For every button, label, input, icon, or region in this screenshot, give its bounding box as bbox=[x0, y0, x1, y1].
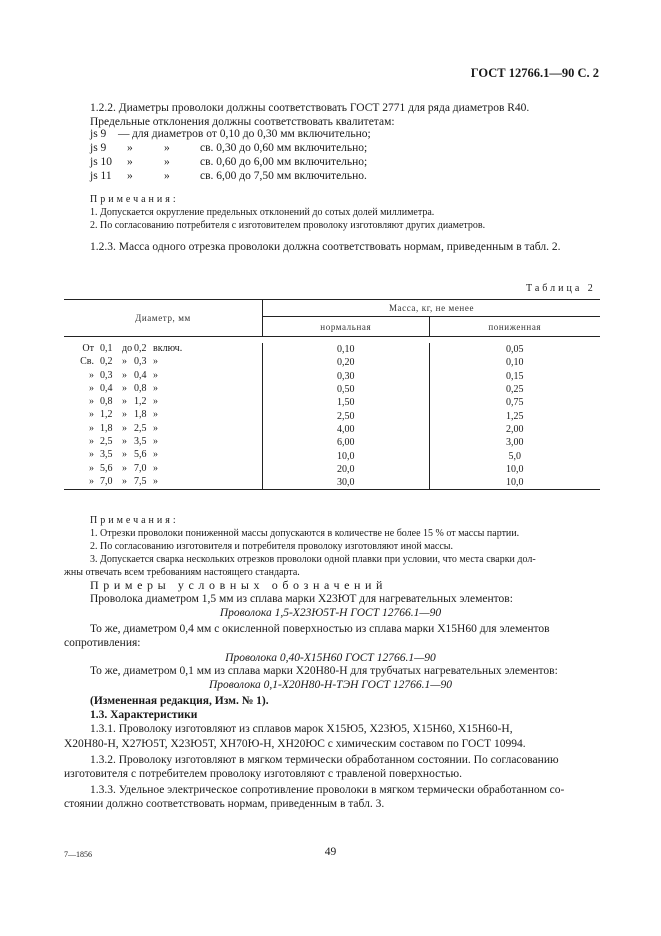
diameter-part: 0,4 bbox=[134, 369, 147, 381]
note-item: 1. Допускается округление предельных отклонений до сотых долей миллиметра. bbox=[90, 207, 435, 218]
clause-1-2-2-line1: 1.2.2. Диаметры проволоки должны соответствовать ГОСТ 2771 для ряда диаметров R40. bbox=[90, 102, 530, 114]
clause-1-3-3-line1: 1.3.3. Удельное электрическое сопротивление проволоки в мягком термически обработанном со- bbox=[90, 784, 565, 796]
diameter-part: 5,6 bbox=[100, 462, 113, 474]
diameter-part: » bbox=[122, 369, 127, 381]
diameter-part: » bbox=[153, 436, 158, 448]
diameter-part: » bbox=[122, 409, 127, 421]
page-number: 49 bbox=[324, 846, 337, 858]
diameter-part: От bbox=[82, 343, 94, 354]
examples-title: Примеры условных обозначений bbox=[90, 578, 388, 592]
diameter-cell bbox=[64, 449, 263, 462]
table-row bbox=[64, 423, 600, 436]
diameter-part: 0,8 bbox=[100, 396, 113, 408]
quality-row: js 9 » » св. 0,30 до 0,60 мм включительно; bbox=[90, 142, 368, 154]
note-item: 3. Допускается сварка нескольких отрезков проволоки одной плавки при условии, что места сварки дол- bbox=[90, 554, 536, 565]
normal-mass-cell: 0,50 bbox=[263, 383, 430, 396]
normal-mass-cell: 4,00 bbox=[263, 423, 430, 436]
diameter-part: 0,4 bbox=[100, 382, 113, 394]
example-text: То же, диаметром 0,1 мм из сплава марки Х20Н80-Н для трубчатых нагревательных элементов: bbox=[90, 665, 558, 677]
example-code: Проволока 1,5-Х23Ю5Т-Н ГОСТ 12766.1—90 bbox=[219, 607, 442, 619]
diameter-part: » bbox=[153, 422, 158, 434]
diameter-part: 7,0 bbox=[134, 462, 147, 474]
diameter-cell bbox=[64, 409, 263, 422]
example-text: Проволока диаметром 1,5 мм из сплава марки Х23ЮТ для нагревательных элементов: bbox=[90, 593, 513, 605]
clause-1-3-1-line2: Х20Н80-Н, Х27Ю5Т, Х23Ю5Т, ХН70Ю-Н, ХН20ЮС с химическим составом по ГОСТ 10994. bbox=[64, 738, 526, 750]
quality-row: js 10 » » св. 0,60 до 6,00 мм включительно; bbox=[90, 156, 368, 168]
quality-row: js 11 » » св. 6,00 до 7,50 мм включительно. bbox=[90, 170, 367, 182]
diameter-part: 0,1 bbox=[100, 343, 113, 354]
diameter-part: 3,5 bbox=[100, 449, 113, 461]
revision-note: (Измененная редакция, Изм. № 1). bbox=[90, 695, 269, 707]
normal-mass-cell: 0,20 bbox=[263, 356, 430, 369]
normal-mass-cell: 2,50 bbox=[263, 409, 430, 422]
normal-mass-cell: 30,0 bbox=[263, 476, 430, 490]
reduced-mass-cell: 10,0 bbox=[429, 476, 600, 490]
reduced-mass-cell: 1,25 bbox=[429, 409, 600, 422]
note-item: 1. Отрезки проволоки пониженной массы допускаются в количестве не более 15 % от массы партии. bbox=[90, 528, 520, 539]
diameter-part: 1,2 bbox=[134, 396, 147, 408]
diameter-part: » bbox=[153, 356, 158, 368]
table-row bbox=[64, 343, 600, 356]
table-row bbox=[64, 383, 600, 396]
diameter-cell bbox=[64, 436, 263, 449]
clause-1-3-2-line2: изготовителя с потребителем проволоку изготовляют с травленой поверхностью. bbox=[64, 768, 462, 780]
note-item: 2. По согласованию изготовителя и потребителя проволоку изготовляют иной массы. bbox=[90, 541, 453, 552]
reduced-mass-cell: 0,25 bbox=[429, 383, 600, 396]
notes-title: Примечания: bbox=[90, 515, 179, 526]
reduced-mass-cell: 5,0 bbox=[429, 449, 600, 462]
table-row bbox=[64, 370, 600, 383]
diameter-part: 3,5 bbox=[134, 436, 147, 448]
diameter-part: » bbox=[122, 396, 127, 408]
diameter-part: » bbox=[122, 462, 127, 474]
diameter-part: 1,8 bbox=[134, 409, 147, 421]
diameter-part: 0,3 bbox=[100, 369, 113, 381]
diameter-part: » bbox=[153, 396, 158, 408]
col-header-reduced: пониженная bbox=[429, 317, 600, 337]
quality-row: js 9 — для диаметров от 0,10 до 0,30 мм включительно; bbox=[90, 128, 371, 140]
diameter-part: » bbox=[89, 449, 94, 461]
clause-1-3-2-line1: 1.3.2. Проволоку изготовляют в мягком термически обработанном состоянии. По согласованию bbox=[90, 754, 559, 766]
diameter-part: » bbox=[122, 382, 127, 394]
normal-mass-cell: 1,50 bbox=[263, 396, 430, 409]
diameter-part: » bbox=[89, 396, 94, 408]
diameter-part: 2,5 bbox=[134, 422, 147, 434]
example-text: То же, диаметром 0,4 мм с окисленной поверхностью из сплава марки Х15Н60 для элементов bbox=[90, 623, 550, 635]
diameter-cell bbox=[64, 463, 263, 476]
diameter-part: 5,6 bbox=[134, 449, 147, 461]
col-header-normal: нормальная bbox=[263, 317, 430, 337]
diameter-part: » bbox=[89, 422, 94, 434]
diameter-part: 0,3 bbox=[134, 356, 147, 368]
diameter-part: » bbox=[122, 356, 127, 368]
diameter-part: 2,5 bbox=[100, 436, 113, 448]
diameter-part: 1,8 bbox=[100, 422, 113, 434]
table-row bbox=[64, 476, 600, 490]
diameter-cell bbox=[64, 383, 263, 396]
table-row bbox=[64, 409, 600, 422]
diameter-part: » bbox=[89, 382, 94, 394]
col-header-mass: Масса, кг, не менее bbox=[263, 300, 601, 317]
reduced-mass-cell: 2,00 bbox=[429, 423, 600, 436]
diameter-part: » bbox=[153, 462, 158, 474]
table-row bbox=[64, 463, 600, 476]
table-row bbox=[64, 396, 600, 409]
diameter-part: 1,2 bbox=[100, 409, 113, 421]
diameter-part: » bbox=[122, 436, 127, 448]
normal-mass-cell: 6,00 bbox=[263, 436, 430, 449]
reduced-mass-cell: 0,75 bbox=[429, 396, 600, 409]
example-code: Проволока 0,40-Х15Н60 ГОСТ 12766.1—90 bbox=[225, 652, 436, 664]
reduced-mass-cell: 0,15 bbox=[429, 370, 600, 383]
reduced-mass-cell: 3,00 bbox=[429, 436, 600, 449]
page-header: ГОСТ 12766.1—90 С. 2 bbox=[470, 66, 599, 80]
example-text: сопротивления: bbox=[64, 637, 141, 649]
diameter-part: до bbox=[122, 343, 133, 354]
clause-1-2-2-line2: Предельные отклонения должны соответствовать квалитетам: bbox=[90, 116, 395, 128]
reduced-mass-cell: 0,10 bbox=[429, 356, 600, 369]
diameter-part: » bbox=[153, 475, 158, 487]
table-2 bbox=[64, 299, 600, 490]
col-header-diameter: Диаметр, мм bbox=[64, 300, 263, 337]
diameter-part: » bbox=[89, 436, 94, 448]
diameter-cell bbox=[64, 396, 263, 409]
normal-mass-cell: 0,30 bbox=[263, 370, 430, 383]
diameter-part: включ. bbox=[153, 343, 183, 354]
note-item: 2. По согласованию потребителя с изготовителем проволоку изготовляют других диаметров. bbox=[90, 220, 486, 231]
clause-1-3-1-line1: 1.3.1. Проволоку изготовляют из сплавов марок Х15Ю5, Х23Ю5, Х15Н60, Х15Н60-Н, bbox=[90, 723, 513, 735]
diameter-part: » bbox=[153, 409, 158, 421]
note-item: жны отвечать всем требованиям настоящего стандарта. bbox=[64, 567, 300, 578]
diameter-part: » bbox=[153, 382, 158, 394]
diameter-part: » bbox=[122, 422, 127, 434]
reduced-mass-cell: 10,0 bbox=[429, 463, 600, 476]
diameter-part: » bbox=[89, 475, 94, 487]
diameter-part: » bbox=[122, 449, 127, 461]
example-code: Проволока 0,1-Х20Н80-Н-ТЭН ГОСТ 12766.1—90 bbox=[208, 679, 453, 691]
clause-1-3-3-line2: стоянии должно соответствовать нормам, приведенным в табл. 3. bbox=[64, 798, 385, 810]
diameter-part: 0,2 bbox=[100, 356, 113, 368]
diameter-part: 7,0 bbox=[100, 475, 113, 487]
diameter-part: » bbox=[122, 475, 127, 487]
diameter-cell bbox=[64, 476, 263, 490]
diameter-part: 0,8 bbox=[134, 382, 147, 394]
diameter-part: » bbox=[153, 449, 158, 461]
normal-mass-cell: 10,0 bbox=[263, 449, 430, 462]
diameter-cell bbox=[64, 356, 263, 369]
normal-mass-cell: 0,10 bbox=[263, 343, 430, 356]
diameter-part: 0,2 bbox=[134, 343, 147, 354]
diameter-cell bbox=[64, 370, 263, 383]
table-caption: Таблица 2 bbox=[526, 283, 596, 294]
diameter-part: » bbox=[89, 462, 94, 474]
table-row bbox=[64, 436, 600, 449]
table-row bbox=[64, 356, 600, 369]
diameter-part: Св. bbox=[80, 356, 94, 368]
section-heading: 1.3. Характеристики bbox=[90, 709, 198, 721]
table-row bbox=[64, 449, 600, 462]
diameter-part: » bbox=[89, 409, 94, 421]
clause-1-2-3: 1.2.3. Масса одного отрезка проволоки должна соответствовать нормам, приведенным в табл. 2. bbox=[90, 241, 561, 253]
diameter-cell bbox=[64, 343, 263, 356]
diameter-part: » bbox=[153, 369, 158, 381]
reduced-mass-cell: 0,05 bbox=[429, 343, 600, 356]
diameter-part: 7,5 bbox=[134, 475, 147, 487]
normal-mass-cell: 20,0 bbox=[263, 463, 430, 476]
diameter-part: » bbox=[89, 369, 94, 381]
footer-code: 7—1856 bbox=[64, 850, 92, 859]
diameter-cell bbox=[64, 423, 263, 436]
notes-title: Примечания: bbox=[90, 194, 179, 205]
